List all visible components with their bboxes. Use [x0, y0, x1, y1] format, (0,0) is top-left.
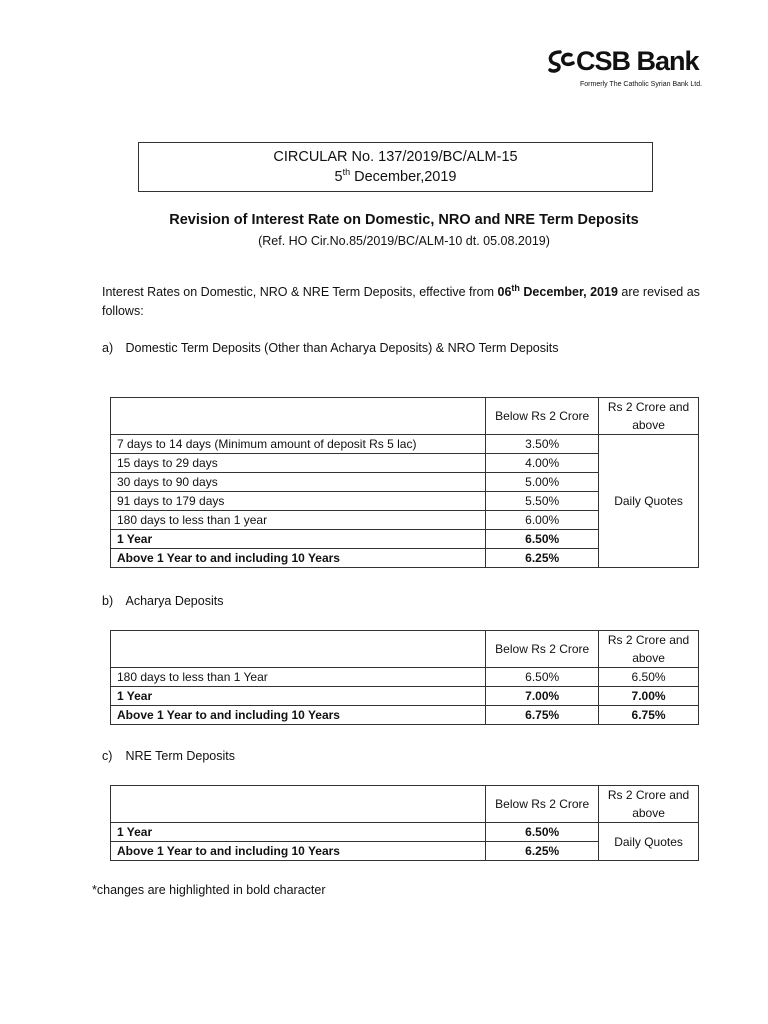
circular-box [138, 142, 653, 192]
table-row: 1 Year 7.00% 7.00% [111, 687, 699, 706]
circular-date: 5th December,2019 [334, 167, 457, 185]
table-header-row [111, 398, 699, 435]
header-2-crore-above: Rs 2 Crore and above [599, 631, 699, 668]
table-row: Above 1 Year to and including 10 Years 6.25% [111, 842, 699, 861]
logo-name: CSB Bank [576, 46, 699, 76]
acharya-rates-table [110, 630, 699, 725]
daily-quotes-cell: Daily Quotes [599, 823, 699, 861]
logo-tagline: Formerly The Catholic Syrian Bank Ltd. [580, 81, 703, 88]
table-row: Above 1 Year to and including 10 Years 6.75% 6.75% [111, 706, 699, 725]
header-below-2-crore: Below Rs 2 Crore [486, 786, 599, 823]
table-row: 180 days to less than 1 year 6.00% [111, 511, 699, 530]
table-row: 1 Year 6.50% [111, 530, 699, 549]
header-below-2-crore: Below Rs 2 Crore [486, 398, 599, 435]
csb-bank-logo [546, 46, 728, 94]
table-row: 15 days to 29 days 4.00% [111, 454, 699, 473]
section-c-heading: c) NRE Term Deposits [102, 749, 236, 763]
intro-paragraph: Interest Rates on Domestic, NRO & NRE Term Deposits, effective from 06th December, 2019 are revised as follows: [102, 282, 700, 318]
circular-number: CIRCULAR No. 137/2019/BC/ALM-15 [273, 149, 518, 165]
header-2-crore-above: Rs 2 Crore and above [599, 786, 699, 823]
table-row: Above 1 Year to and including 10 Years 6.25% [111, 549, 699, 568]
section-a-heading: a) Domestic Term Deposits (Other than Acharya Deposits) & NRO Term Deposits [102, 341, 559, 355]
table-row: 1 Year 6.50% Daily Quotes [111, 823, 699, 842]
csb-logo-mark-icon [546, 49, 576, 75]
table-header-row [111, 786, 699, 823]
document-reference: (Ref. HO Cir.No.85/2019/BC/ALM-10 dt. 05.08.2019) [258, 234, 550, 248]
daily-quotes-cell: Daily Quotes [599, 435, 699, 568]
table-header-row [111, 631, 699, 668]
footnote: *changes are highlighted in bold character [92, 883, 326, 897]
table-row: 91 days to 179 days 5.50% [111, 492, 699, 511]
table-row: 30 days to 90 days 5.00% [111, 473, 699, 492]
header-2-crore-above: Rs 2 Crore and above [599, 398, 699, 435]
nre-rates-table [110, 785, 699, 861]
section-b-heading: b) Acharya Deposits [102, 594, 224, 608]
domestic-rates-table [110, 397, 699, 568]
document-title: Revision of Interest Rate on Domestic, NRO and NRE Term Deposits [169, 212, 639, 228]
table-row: 7 days to 14 days (Minimum amount of deposit Rs 5 lac) 3.50% Daily Quotes [111, 435, 699, 454]
header-below-2-crore: Below Rs 2 Crore [486, 631, 599, 668]
table-row: 180 days to less than 1 Year 6.50% 6.50% [111, 668, 699, 687]
